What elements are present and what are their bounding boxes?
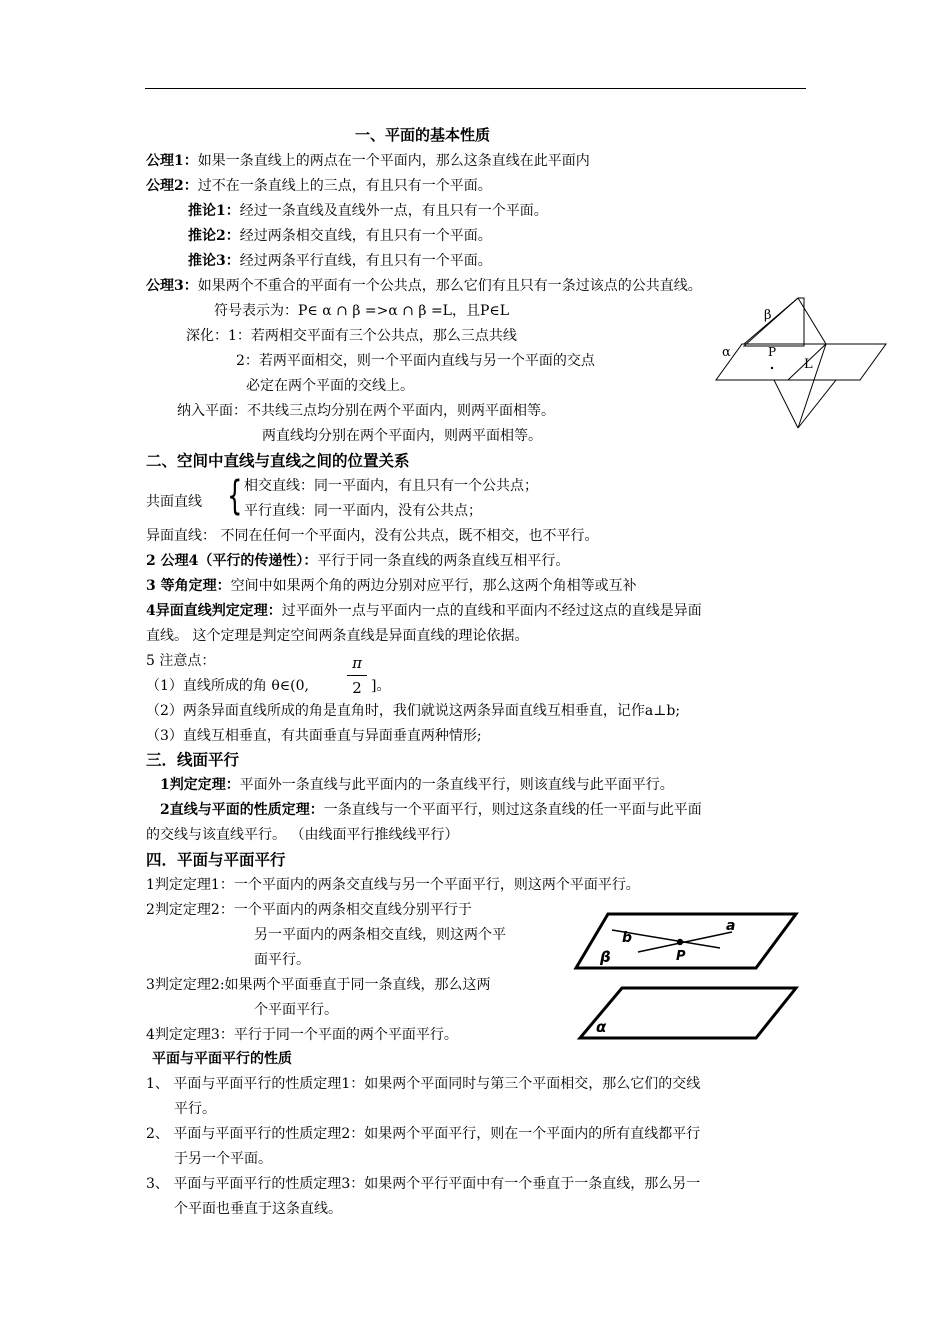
fig1-beta-label: β — [764, 308, 772, 323]
fig2-beta-label: β — [600, 948, 611, 966]
into-plane-2: 两直线均分别在两个平面内，则两平面相等。 — [262, 428, 542, 444]
corollary2: 推论2：经过两条相交直线，有且只有一个平面。 — [188, 228, 492, 244]
axiom1: 公理1：如果一条直线上的两点在一个平面内，那么这条直线在此平面内 — [146, 153, 590, 169]
skew-line-theorem-cont: 直线。 这个定理是判定空间两条直线是异面直线的理论依据。 — [146, 628, 529, 644]
deepen-2: 2：若两平面相交，则一个平面内直线与另一个平面的交点 — [236, 353, 595, 369]
criterion-4: 4判定定理3：平行于同一个平面的两个平面平行。 — [146, 1027, 458, 1043]
pi-denominator: 2 — [352, 679, 362, 697]
symbol-notation: 符号表示为：P∈ α ∩ β =>α ∩ β =L，且P∈L — [214, 303, 510, 319]
intersecting-lines: 相交直线：同一平面内，有且只有一个公共点； — [244, 478, 538, 494]
criterion-1: 1判定定理1：一个平面内的两条交直线与另一个平面平行，则这两个平面平行。 — [146, 877, 640, 893]
line-plane-property-cont: 的交线与该直线平行。 （由线面平行推线线平行） — [146, 827, 459, 843]
brace-icon: { — [227, 473, 243, 519]
criterion-3b: 个平面平行。 — [254, 1002, 338, 1018]
coplanar-label: 共面直线 — [146, 494, 202, 510]
fig2-a-label: a — [726, 918, 736, 934]
fraction-bar — [347, 675, 367, 676]
section2-title: 二、空间中直线与直线之间的位置关系 — [146, 451, 410, 470]
skew-lines: 异面直线： 不同在任何一个平面内，没有公共点，既不相交，也不平行。 — [146, 528, 599, 544]
fig2-b-label: b — [622, 930, 633, 946]
pi-numerator: π — [352, 654, 362, 672]
criterion-2c: 面平行。 — [254, 952, 310, 968]
property-3b: 个平面也垂直于这条直线。 — [174, 1201, 342, 1217]
section4-title: 四．平面与平面平行 — [146, 850, 286, 869]
criterion-2a: 2判定定理2：一个平面内的两条相交直线分别平行于 — [146, 902, 472, 918]
deepen-1: 深化：1：若两相交平面有三个公共点，那么三点共线 — [186, 328, 517, 344]
intersecting-planes-figure — [714, 296, 890, 430]
property-1b: 平行。 — [174, 1101, 216, 1117]
header-rule — [145, 88, 806, 89]
equal-angle-theorem: 3 等角定理：空间中如果两个角的两边分别对应平行，那么这两个角相等或互补 — [146, 578, 637, 594]
criterion-2b: 另一平面内的两条相交直线，则这两个平 — [254, 927, 506, 943]
properties-heading: 平面与平面平行的性质 — [152, 1051, 292, 1067]
parallel-planes-figure — [572, 908, 800, 1042]
fig1-p-label: P — [768, 345, 777, 359]
deepen-3: 必定在两个平面的交线上。 — [246, 378, 414, 394]
property-2a: 2、 平面与平面平行的性质定理2：如果两个平面平行，则在一个平面内的所有直线都平行 — [146, 1126, 701, 1142]
fig1-l-label: L — [804, 357, 813, 372]
note-1a: （1）直线所成的角 θ∈(0, — [146, 678, 309, 694]
note-1b: ]。 — [371, 678, 391, 694]
corollary1: 推论1：经过一条直线及直线外一点，有且只有一个平面。 — [188, 203, 548, 219]
axiom2: 公理2：过不在一条直线上的三点，有且只有一个平面。 — [146, 178, 492, 194]
note-3: （3）直线互相垂直，有共面垂直与异面垂直两种情形; — [146, 728, 482, 744]
fig1-alpha-label: α — [722, 345, 731, 360]
parallel-lines: 平行直线：同一平面内，没有公共点； — [244, 503, 482, 519]
section1-title: 一、平面的基本性质 — [355, 126, 491, 144]
property-3a: 3、 平面与平面平行的性质定理3：如果两个平行平面中有一个垂直于一条直线，那么另一 — [146, 1176, 701, 1192]
property-2b: 于另一个平面。 — [174, 1151, 272, 1167]
corollary3: 推论3：经过两条平行直线，有且只有一个平面。 — [188, 253, 492, 269]
notes-heading: 5 注意点： — [146, 653, 216, 669]
skew-line-theorem: 4异面直线判定定理：过平面外一点与平面内一点的直线和平面内不经过这点的直线是异面 — [146, 603, 702, 619]
line-plane-criterion: 1判定定理：平面外一条直线与此平面内的一条直线平行，则该直线与此平面平行。 — [160, 777, 674, 793]
into-plane-1: 纳入平面：不共线三点均分别在两个平面内，则两平面相等。 — [177, 403, 555, 419]
fig2-alpha-label: α — [596, 1018, 607, 1036]
axiom3: 公理3：如果两个不重合的平面有一个公共点，那么它们有且只有一条过该点的公共直线。 — [146, 278, 702, 294]
line-plane-property: 2直线与平面的性质定理：一条直线与一个平面平行，则过这条直线的任一平面与此平面 — [160, 802, 702, 818]
axiom4: 2 公理4（平行的传递性）：平行于同一条直线的两条直线互相平行。 — [146, 553, 570, 569]
property-1a: 1、 平面与平面平行的性质定理1：如果两个平面同时与第三个平面相交，那么它们的交线 — [146, 1076, 701, 1092]
note-2: （2）两条异面直线所成的角是直角时，我们就说这两条异面直线互相垂直，记作a⊥b; — [146, 703, 681, 719]
fig2-p-label: P — [676, 949, 686, 964]
criterion-3a: 3判定定理2:如果两个平面垂直于同一条直线，那么这两 — [146, 977, 491, 993]
section3-title: 三．线面平行 — [146, 750, 240, 769]
